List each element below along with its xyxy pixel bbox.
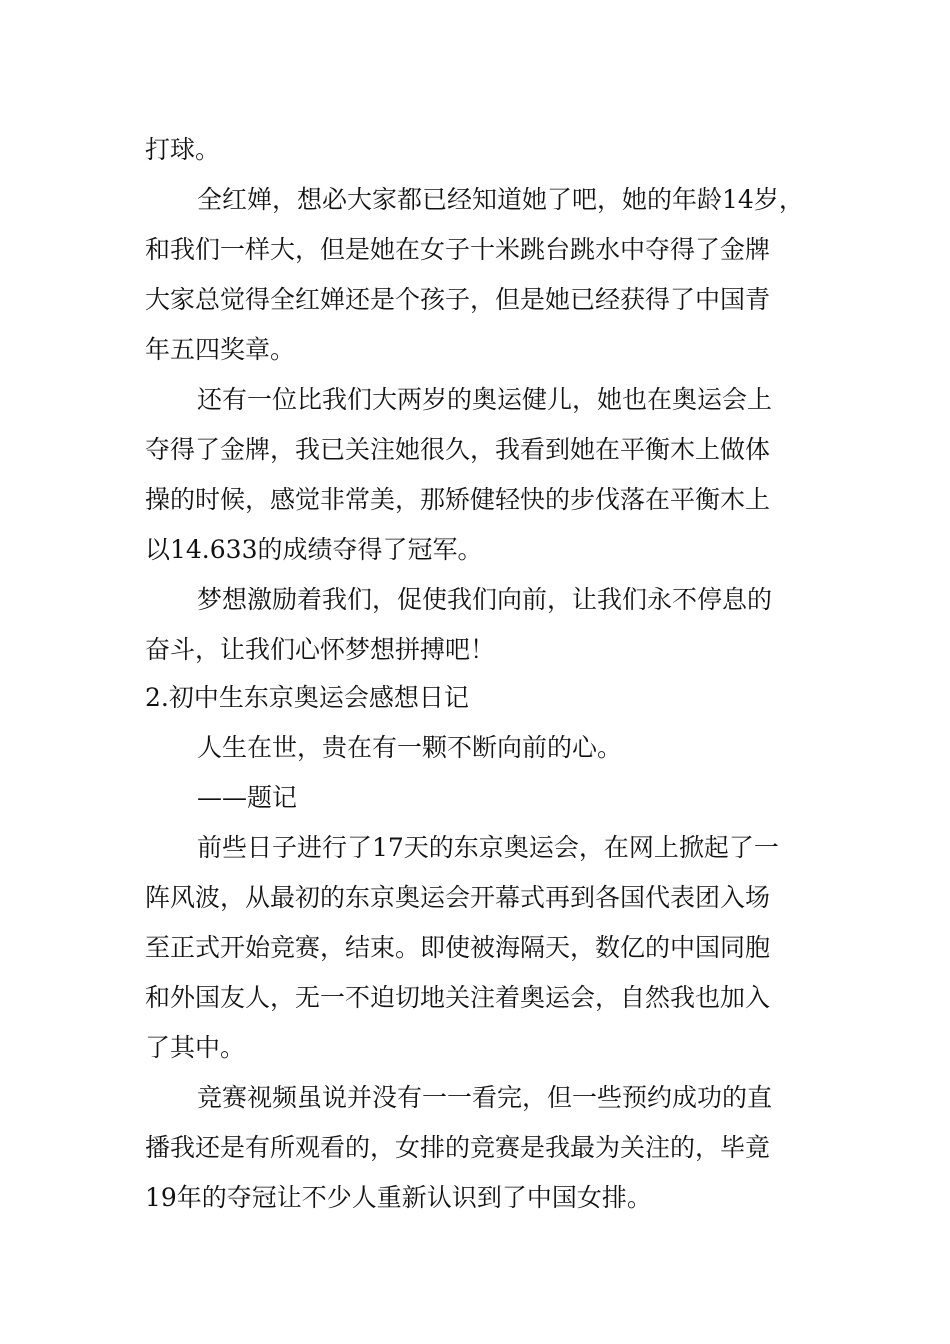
paragraph-line: 19年的夺冠让不少人重新认识到了中国女排。	[145, 1183, 652, 1212]
paragraph-line: 了其中。	[145, 1033, 246, 1062]
paragraph-line: 至正式开始竞赛，结束。即使被海隔天，数亿的中国同胞	[145, 933, 771, 962]
section-heading: 2.初中生东京奥运会感想日记	[145, 683, 469, 712]
paragraph-line: 夺得了金牌，我已关注她很久，我看到她在平衡木上做体	[145, 435, 771, 464]
paragraph-line: 奋斗，让我们心怀梦想拼搏吧！	[145, 635, 496, 664]
paragraph-line: 阵风波，从最初的东京奥运会开幕式再到各国代表团入场	[145, 883, 771, 912]
paragraph-line: 和外国友人，无一不迫切地关注着奥运会，自然我也加入	[145, 983, 771, 1012]
paragraph-line: 播我还是有所观看的，女排的竞赛是我最为关注的，毕竟	[145, 1133, 771, 1162]
paragraph-line: 梦想激励着我们，促使我们向前，让我们永不停息的	[197, 585, 773, 614]
paragraph-line: 还有一位比我们大两岁的奥运健儿，她也在奥运会上	[197, 385, 773, 414]
paragraph-line: 以14.633的成绩夺得了冠军。	[145, 535, 483, 564]
paragraph-line: 打球。	[145, 135, 221, 164]
paragraph-line: 操的时候，感觉非常美，那矫健轻快的步伐落在平衡木上	[145, 485, 771, 514]
paragraph-line: 年五四奖章。	[145, 335, 296, 364]
paragraph-line: 和我们一样大，但是她在女子十米跳台跳水中夺得了金牌	[145, 235, 771, 264]
epigraph-attribution: ——题记	[197, 783, 298, 812]
paragraph-line: 竞赛视频虽说并没有一一看完，但一些预约成功的直	[197, 1083, 773, 1112]
paragraph-line: 全红婵，想必大家都已经知道她了吧，她的年龄14岁，	[197, 185, 804, 214]
paragraph-line: 大家总觉得全红婵还是个孩子，但是她已经获得了中国青	[145, 285, 771, 314]
paragraph-line: 前些日子进行了17天的东京奥运会，在网上掀起了一	[197, 833, 779, 862]
epigraph-line: 人生在世，贵在有一颗不断向前的心。	[197, 733, 623, 762]
